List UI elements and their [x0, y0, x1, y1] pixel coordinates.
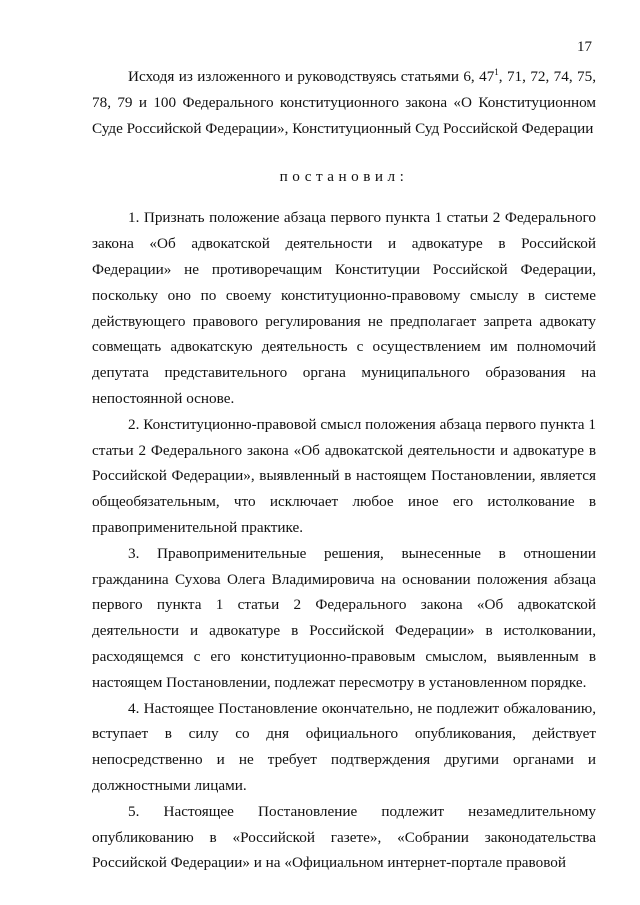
- intro-text-start: Исходя из изложенного и руководствуясь статьями 6, 47: [128, 68, 495, 85]
- resolution-heading: постановил:: [279, 168, 409, 186]
- article-superscript: 1: [494, 66, 499, 77]
- paragraph-1: 1. Признать положение абзаца первого пункта 1 статьи 2 Федерального закона «Об адвокатской деятельности и адвокатуре в Российской Федерации» не противоречащим Конституции Российской Федерации, поскольку оно по своему конституционно-правовому смыслу в системе действующего правового регулирования не предполагает запрета адвокату совмещать адвокатскую деятельность с осуществлением им полномочий депутата представительного органа муниципального образования на непостоянной основе.: [92, 209, 596, 407]
- paragraph-5: 5. Настоящее Постановление подлежит незамедлительному опубликованию в «Российской газете», «Собрании законодательства Российской Федерации» и на «Официальном интернет-портале правовой: [92, 802, 596, 872]
- intro-text-end: , 71, 72, 74, 75, 78, 79 и 100 Федерального конституционного закона «О Конституционном Суде Российской Федерации», Конституционный Суд Российской Федерации: [92, 68, 597, 137]
- paragraph-2: 2. Конституционно-правовой смысл положения абзаца первого пункта 1 статьи 2 Федерального закона «Об адвокатской деятельности и адвокатуре в Российской Федерации», выявленный в настоящем Постановлении, является общеобязательным, что исключает любое иное его истолкование в правоприменительной практике.: [92, 415, 596, 536]
- page-number: 17: [577, 39, 592, 55]
- paragraph-3: 3. Правоприменительные решения, вынесенные в отношении гражданина Сухова Олега Владимировича на основании положения абзаца первого пункта 1 статьи 2 Федерального закона «Об адвокатской деятельности и адвокатуре в Российской Федерации» в истолковании, расходящемся с его конституционно-правовым смыслом, выявленным в настоящем Постановлении, подлежат пересмотру в установленном порядке.: [92, 544, 596, 691]
- document-body: [92, 64, 596, 876]
- intro-paragraph: [92, 64, 596, 141]
- paragraph-4: 4. Настоящее Постановление окончательно, не подлежит обжалованию, вступает в силу со дня официального опубликования, действует непосредственно и не требует подтверждения другими органами и должностными лицами.: [92, 699, 596, 794]
